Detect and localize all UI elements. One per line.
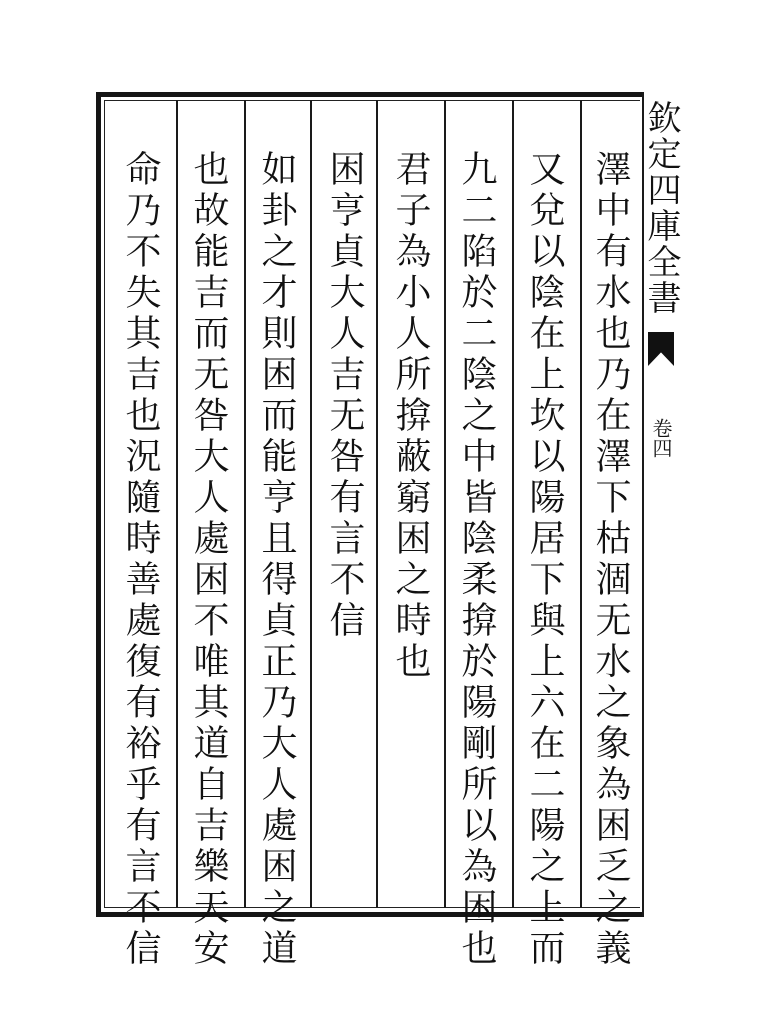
text-column-6: 如卦之才則困而能亨且得貞正乃大人處困之道	[256, 150, 297, 970]
column-divider	[580, 100, 582, 908]
text-column-8: 命乃不失其吉也況隨時善處復有裕乎有言不信	[120, 150, 161, 970]
text-column-4: 君子為小人所揜蔽窮困之時也	[390, 150, 431, 683]
text-column-1: 澤中有水也乃在澤下枯涸无水之象為困乏之義	[590, 150, 631, 970]
text-column-5: 困亨貞大人吉无咎有言不信	[324, 150, 365, 642]
book-title: 欽定四庫全書	[641, 100, 681, 316]
column-divider	[512, 100, 514, 908]
column-divider	[176, 100, 178, 908]
text-column-3: 九二陷於二陰之中皆陰柔揜於陽剛所以為困也	[456, 150, 497, 970]
column-divider	[376, 100, 378, 908]
text-column-2: 又兌以陰在上坎以陽居下與上六在二陽之上而	[524, 150, 565, 970]
column-divider	[310, 100, 312, 908]
volume-label: 卷四	[649, 418, 673, 458]
column-divider	[244, 100, 246, 908]
text-column-7: 也故能吉而无咎大人處困不唯其道自吉樂天安	[188, 150, 229, 970]
column-divider	[444, 100, 446, 908]
